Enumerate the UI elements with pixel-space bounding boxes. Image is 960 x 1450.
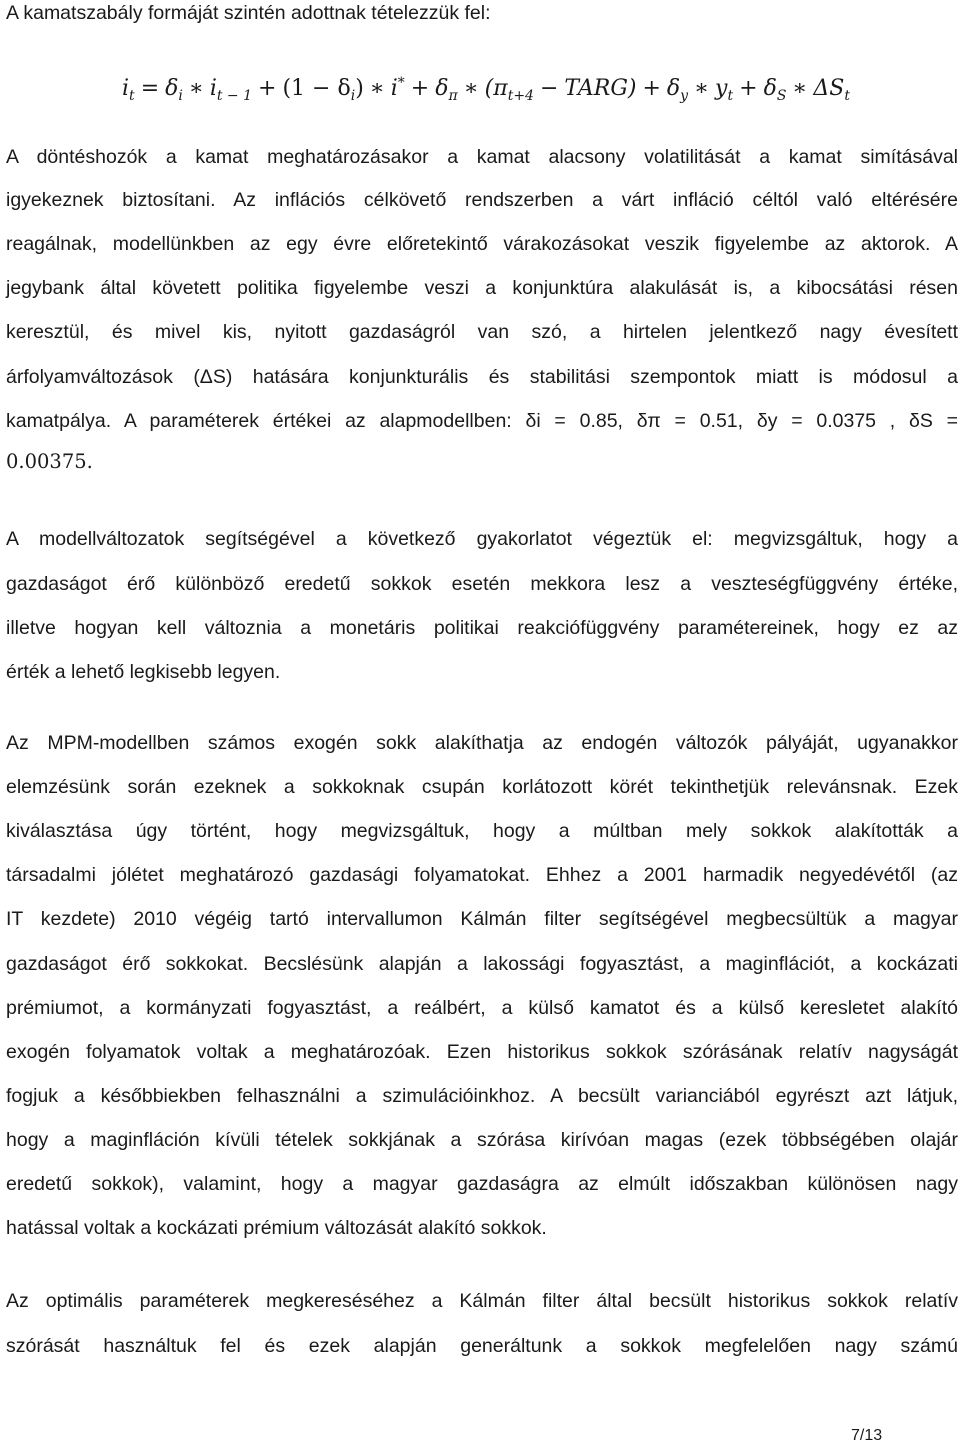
paragraph-4-line-2: szórását használtuk fel és ezek alapján generáltunk a sokkok megfelelően nagy számú [6,1335,958,1357]
paragraph-3-line-4: társadalmi jólétet meghatározó gazdasági folyamatokat. Ehhez a 2001 harmadik negyedévétől (az [6,864,958,886]
paragraph-2-line-3: illetve hogyan kell változnia a monetáris politikai reakciófüggvény paramétereinek, hogy ez az [6,617,958,639]
paragraph-2-line-2: gazdaságot érő különböző eredetű sokkok esetén mekkora lesz a veszteségfüggvény értéke, [6,573,958,595]
paragraph-4-line-1: Az optimális paraméterek megkereséséhez a Kálmán filter által becsült historikus sokkok relatív [6,1290,958,1312]
paragraph-3-line-12: hatással voltak a kockázati prémium változását alakító sokkok. [6,1217,547,1239]
paragraph-3-line-8: exogén folyamatok voltak a meghatározóak. Ezen historikus sokkok szórásának relatív nagyságát [6,1041,958,1063]
paragraph-1-line-7: kamatpálya. A paraméterek értékei az alapmodellben: δi = 0.85, δπ = 0.51, δy = 0.0375 , δS = [6,410,958,432]
interest-rule-formula: $i_t = \delta_i$ ∗ $i_{t - 1} + (1 - \delta_i)$ ∗ $i^* + \delta_\pi$ ∗ ($\pi_{t+4}$ − TARG) + $\delta_y$ ∗ $y_t + \delta_S$ ∗ $\Delta S_t$ [122,75,850,104]
paragraph-1-line-2: igyekeznek biztosítani. Az inflációs célkövető rendszerben a várt infláció céltól való eltérésére [6,189,958,211]
paragraph-3-line-10: hogy a maginfláción kívüli tételek sokkjának a szórása kirívóan magas (ezek többségében olajár [6,1129,958,1151]
paragraph-1-line-6: árfolyamváltozások (ΔS) hatására konjunkturális és stabilitási szempontok miatt is módosul a [6,366,958,388]
paragraph-3-line-7: prémiumot, a kormányzati fogyasztást, a reálbért, a külső kamatot és a külső keresletet alakító [6,997,958,1019]
paragraph-2-line-1: A modellváltozatok segítségével a következő gyakorlatot végeztük el: megvizsgáltuk, hogy a [6,528,958,550]
paragraph-3-line-1: Az MPM-modellben számos exogén sokk alakíthatja az endogén változók pályáját, ugyanakkor [6,732,958,754]
paragraph-1-line-3: reagálnak, modellünkben az egy évre előretekintő várakozásokat veszik figyelembe az aktorok. A [6,233,958,255]
paragraph-1-line-1: A döntéshozók a kamat meghatározásakor a kamat alacsony volatilitását a kamat simításával [6,146,958,168]
page-number: 7/13 [851,1427,883,1444]
intro-text: A kamatszabály formáját szintén adottnak tételezzük fel: [6,2,491,24]
paragraph-3-line-6: gazdaságot érő sokkokat. Becslésünk alapján a lakossági fogyasztást, a maginflációt, a kockázati [6,953,958,975]
paragraph-1-line-5: keresztül, és mivel kis, nyitott gazdaságról van szó, a hirtelen jelentkező nagy évesített [6,321,958,343]
paragraph-1-line-4: jegybank által követett politika figyelembe veszi a konjunktúra alakulását is, a kibocsátási résen [6,277,958,299]
paragraph-3-line-5: IT kezdete) 2010 végéig tartó intervallumon Kálmán filter segítségével megbecsültük a magyar [6,908,958,930]
paragraph-3-line-3: kiválasztása úgy történt, hogy megvizsgáltuk, hogy a múltban mely sokkok alakították a [6,820,958,842]
paragraph-1-line-8: 0.00375. [6,450,93,473]
paragraph-2-line-4: érték a lehető legkisebb legyen. [6,661,281,683]
paragraph-3-line-11: eredetű sokkok), valamint, hogy a magyar gazdaságra az elmúlt időszakban különösen nagy [6,1173,958,1195]
paragraph-3-line-9: fogjuk a későbbiekben felhasználni a szimulációinkhoz. A becsült varianciából egyrészt azt látjuk, [6,1085,958,1107]
paragraph-3-line-2: elemzésünk során ezeknek a sokkoknak csupán korlátozott körét tekinthetjük relevánsnak. Ezek [6,776,958,798]
